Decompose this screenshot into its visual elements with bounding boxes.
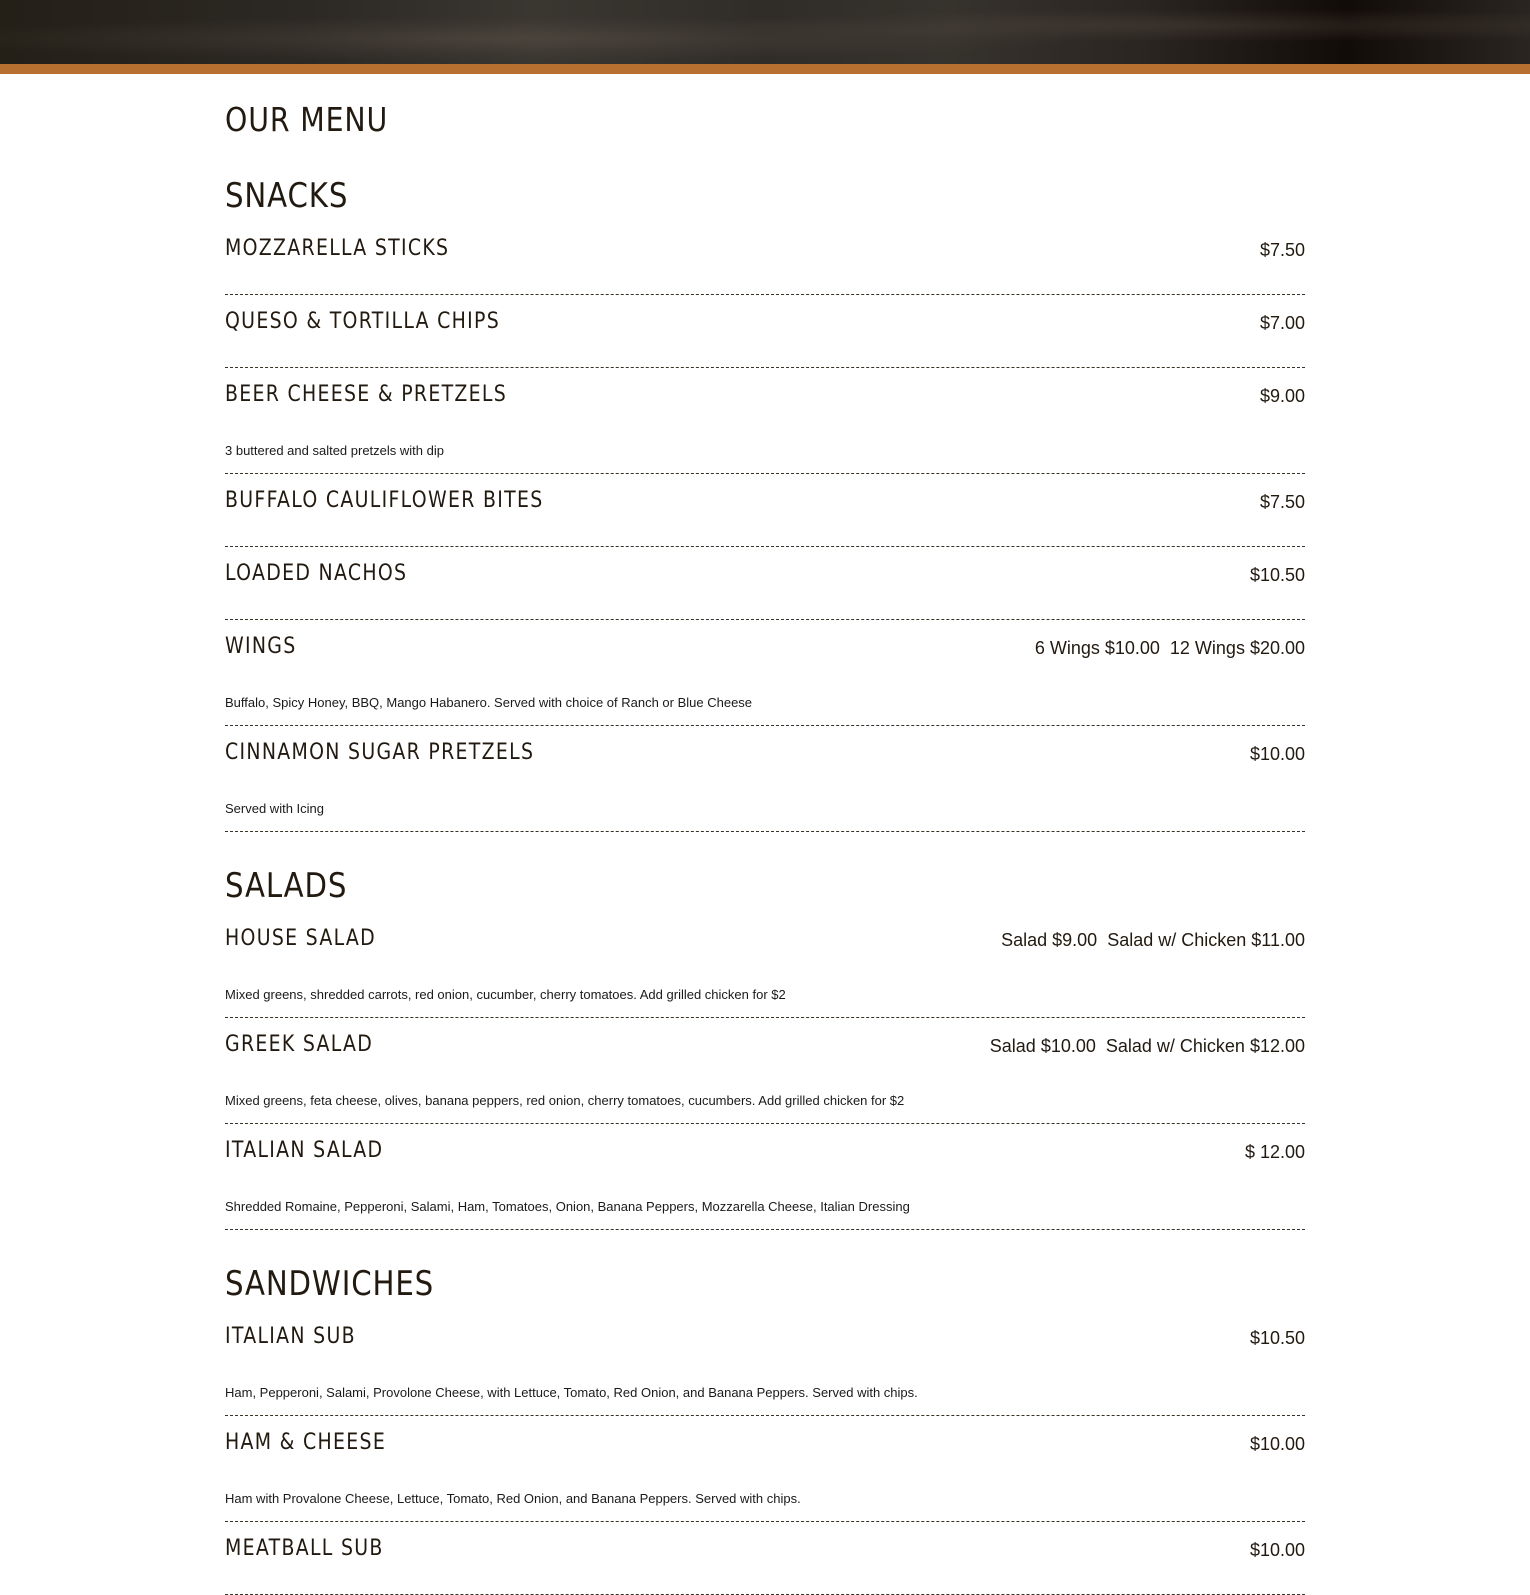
price-option: 6 Wings $10.00: [1034, 638, 1160, 658]
menu-item: [225, 620, 1305, 726]
menu-item-description: Served with Icing: [225, 801, 324, 816]
section-title: SALADS: [225, 866, 348, 906]
menu-item-price: [1250, 744, 1305, 765]
header-banner: [0, 0, 1530, 64]
menu-item-description: Shredded Romaine, Pepperoni, Salami, Ham, Tomatoes, Onion, Banana Peppers, Mozzarella Cheese, Italian Dressing: [225, 1199, 910, 1214]
price-option: Salad w/ Chicken $11.00: [1107, 930, 1305, 950]
menu-item-name: MEATBALL SUB: [225, 1536, 384, 1561]
menu-item: [225, 1310, 1305, 1416]
menu-item-price: [1245, 1142, 1305, 1163]
menu-item-name: BEER CHEESE & PRETZELS: [225, 382, 508, 407]
price-option: $10.00: [1249, 1540, 1305, 1560]
menu-item-price: [1250, 1540, 1305, 1561]
menu-section: [225, 832, 1305, 1230]
menu-item-description: Buffalo, Spicy Honey, BBQ, Mango Habanero. Served with choice of Ranch or Blue Cheese: [225, 695, 753, 710]
menu-item-price: [1260, 313, 1305, 334]
menu-item: [225, 474, 1305, 547]
price-option: 12 Wings $20.00: [1169, 638, 1305, 658]
menu-item: [225, 1416, 1305, 1522]
menu-item: [225, 912, 1305, 1018]
section-title: SNACKS: [225, 176, 349, 216]
menu-item-name: ITALIAN SUB: [225, 1324, 356, 1349]
menu-item-description: Ham with Provalone Cheese, Lettuce, Tomato, Red Onion, and Banana Peppers. Served with chips.: [225, 1491, 801, 1506]
menu-item-name: HOUSE SALAD: [225, 926, 376, 951]
menu-item-name: CINNAMON SUGAR PRETZELS: [225, 740, 535, 765]
menu-item-price: [1035, 638, 1305, 659]
menu-item-price: [1250, 565, 1305, 586]
price-option: $10.00: [1249, 744, 1305, 764]
menu-item-description: Mixed greens, shredded carrots, red onion, cucumber, cherry tomatoes. Add grilled chicken for $2: [225, 987, 786, 1002]
menu-item: [225, 726, 1305, 832]
menu-item: [225, 368, 1305, 474]
price-option: $7.00: [1259, 313, 1305, 333]
price-option: $10.50: [1249, 565, 1305, 585]
price-option: $7.50: [1259, 240, 1305, 260]
menu-section: [225, 162, 1305, 832]
menu-item-name: LOADED NACHOS: [225, 561, 408, 586]
menu-item-price: [1001, 930, 1305, 951]
menu-item-price: [1260, 492, 1305, 513]
menu-item-price: [990, 1036, 1305, 1057]
price-option: $10.00: [1249, 1434, 1305, 1454]
page-title: OUR MENU: [225, 100, 389, 139]
menu-sections: [225, 162, 1305, 1595]
accent-bar: [0, 64, 1530, 74]
menu-section: [225, 1230, 1305, 1595]
price-option: Salad w/ Chicken $12.00: [1105, 1036, 1305, 1056]
menu-item-price: [1260, 386, 1305, 407]
menu-item-name: MOZZARELLA STICKS: [225, 236, 450, 261]
menu-item: [225, 1522, 1305, 1595]
menu-item-description: Mixed greens, feta cheese, olives, banana peppers, red onion, cherry tomatoes, cucumbers. Add grilled chicken for $2: [225, 1093, 905, 1108]
section-spacer: [225, 1230, 1305, 1250]
menu-item: [225, 547, 1305, 620]
price-option: $10.50: [1249, 1328, 1305, 1348]
menu-item-name: BUFFALO CAULIFLOWER BITES: [225, 488, 544, 513]
price-option: $7.50: [1259, 492, 1305, 512]
menu-item-price: [1250, 1328, 1305, 1349]
section-title: SANDWICHES: [225, 1264, 435, 1304]
menu-item-price: [1250, 1434, 1305, 1455]
menu-item-description: Ham, Pepperoni, Salami, Provolone Cheese, with Lettuce, Tomato, Red Onion, and Banana Peppers. Served with chips.: [225, 1385, 918, 1400]
menu-item-name: WINGS: [225, 634, 297, 659]
menu-item-name: QUESO & TORTILLA CHIPS: [225, 309, 501, 334]
menu-item-name: HAM & CHEESE: [225, 1430, 387, 1455]
price-option: $9.00: [1259, 386, 1305, 406]
menu-item-name: ITALIAN SALAD: [225, 1138, 384, 1163]
price-option: Salad $9.00: [1001, 930, 1098, 950]
menu-content: [225, 74, 1305, 1595]
menu-item: [225, 1124, 1305, 1230]
menu-item: [225, 295, 1305, 368]
menu-item: [225, 1018, 1305, 1124]
price-option: Salad $10.00: [989, 1036, 1096, 1056]
section-spacer: [225, 832, 1305, 852]
menu-item-description: 3 buttered and salted pretzels with dip: [225, 443, 444, 458]
price-option: $ 12.00: [1244, 1142, 1305, 1162]
menu-item: [225, 222, 1305, 295]
menu-item-price: [1260, 240, 1305, 261]
menu-item-name: GREEK SALAD: [225, 1032, 374, 1057]
